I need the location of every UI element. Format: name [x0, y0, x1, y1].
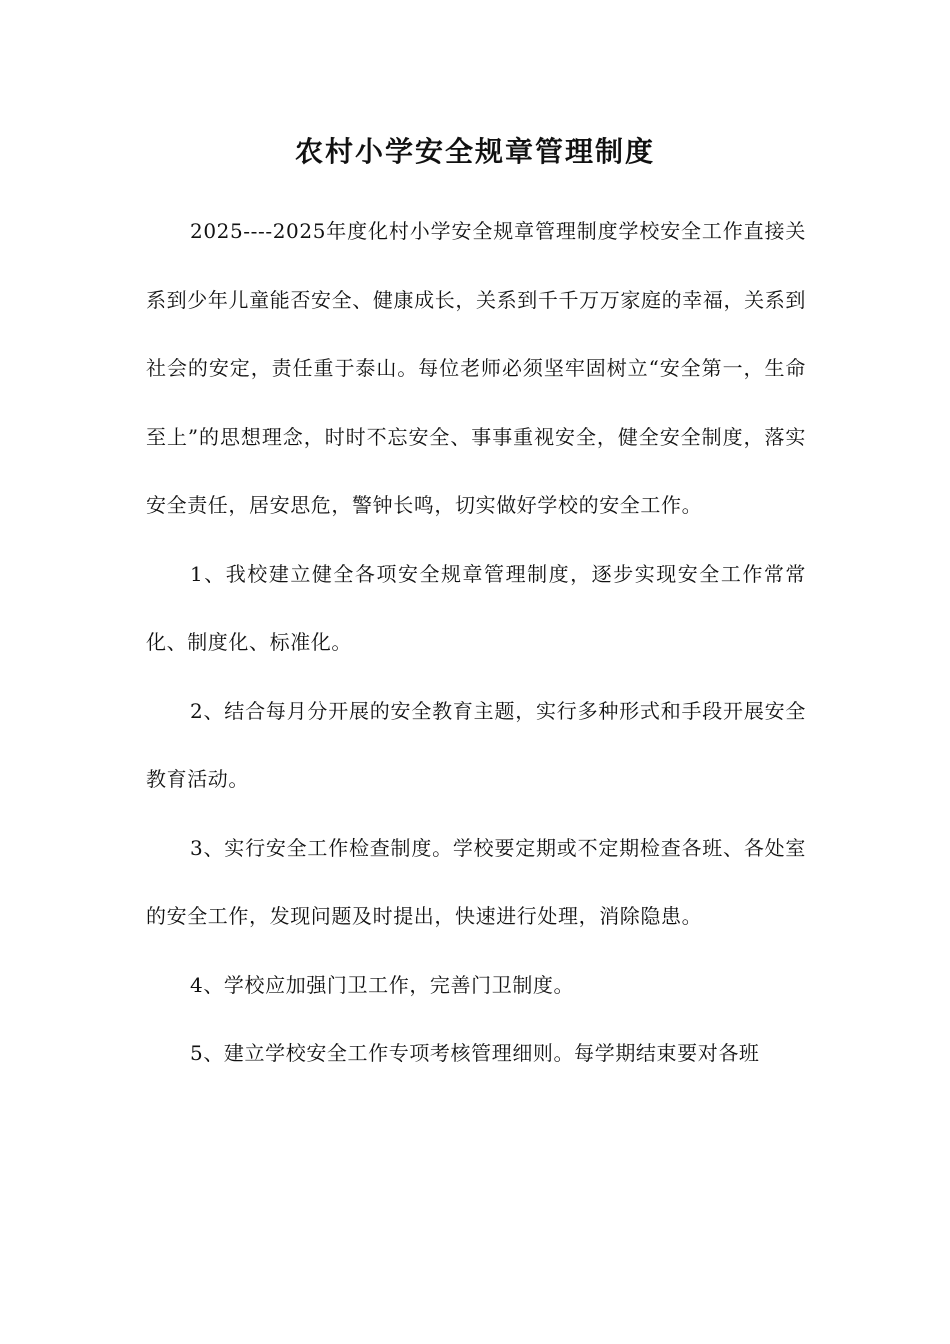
paragraph-item-2: 2、结合每月分开展的安全教育主题，实行多种形式和手段开展安全教育活动。 — [146, 698, 806, 791]
paragraph-item-5: 5、建立学校安全工作专项考核管理细则。每学期结束要对各班 — [190, 1041, 760, 1065]
paragraph-item-1: 1、我校建立健全各项安全规章管理制度，逐步实现安全工作常常化、制度化、标准化。 — [146, 561, 806, 654]
document-body — [146, 197, 806, 1088]
paragraph-item-4: 4、学校应加强门卫工作，完善门卫制度。 — [190, 972, 575, 997]
paragraph-intro: 2025----2025年度化村小学安全规章管理制度学校安全工作直接关系到少年儿童能否安全、健康成长，关系到千千万万家庭的幸福，关系到社会的安定，责任重于泰山。每位老师必须坚牢固树立“安全第一，生命至上”的思想理念，时时不忘安全、事事重视安全，健全安全制度，落实安全责任，居安思危，警钟长鸣，切实做好学校的安全工作。 — [146, 219, 806, 517]
paragraph-item-3: 3、实行安全工作检查制度。学校要定期或不定期检查各班、各处室的安全工作，发现问题及时提出，快速进行处理，消除隐患。 — [146, 835, 806, 928]
document-title: 农村小学安全规章管理制度 — [294, 135, 655, 168]
